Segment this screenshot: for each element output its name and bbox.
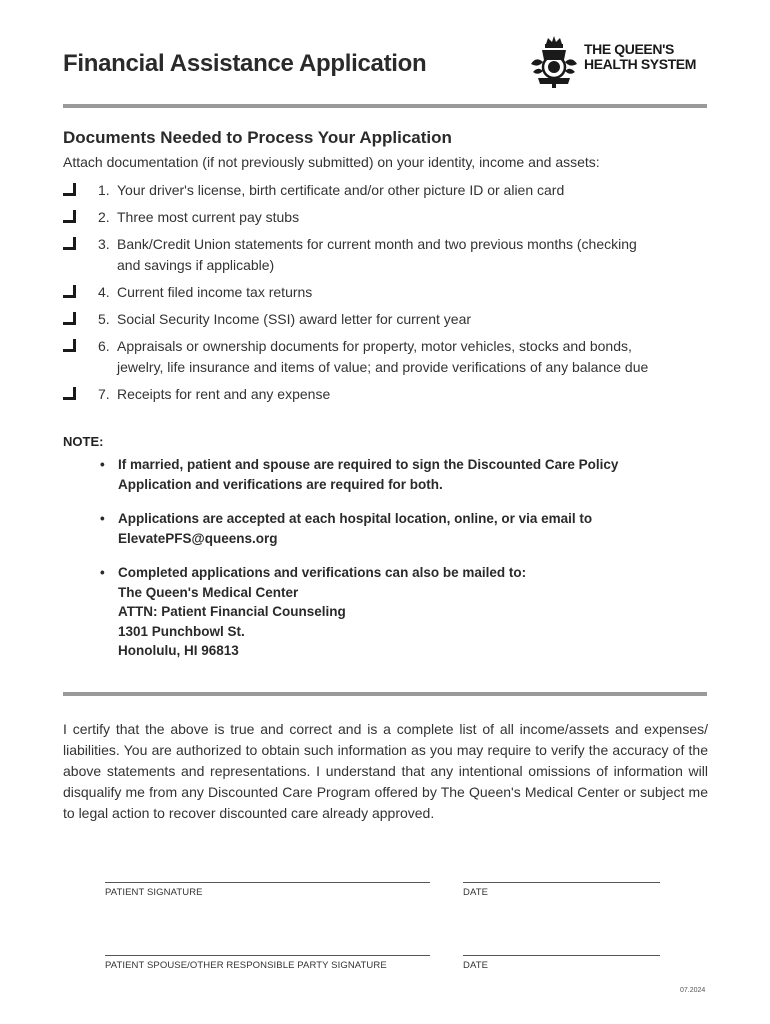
item-number: 3. (98, 236, 110, 252)
item-text: Bank/Credit Union statements for current month and two previous months (checking (117, 236, 637, 252)
item-text: Current filed income tax returns (117, 284, 313, 300)
crown-crest-icon (528, 34, 580, 90)
checkbox[interactable] (63, 210, 76, 223)
patient-signature-field[interactable] (105, 882, 430, 883)
item-number: 1. (98, 182, 110, 198)
note-line: Application and verifications are required for both. (118, 476, 443, 492)
spouse-date-field[interactable] (463, 955, 660, 956)
documents-checklist (63, 180, 713, 411)
item-text: Three most current pay stubs (117, 209, 300, 225)
note-line: The Queen's Medical Center (118, 584, 299, 600)
item-text: Appraisals or ownership documents for property, motor vehicles, stocks and bonds, (117, 338, 632, 354)
note-line: If married, patient and spouse are required to sign the Discounted Care Policy (118, 457, 619, 472)
checklist-item (63, 384, 713, 405)
note-line: Honolulu, HI 96813 (118, 643, 239, 658)
documents-intro: Attach documentation (if not previously submitted) on your identity, income and assets: (63, 154, 600, 170)
note-line: Completed applications and verifications can also be mailed to: (118, 565, 527, 580)
item-number: 4. (98, 284, 110, 300)
note-label: NOTE: (63, 434, 104, 449)
documents-heading: Documents Needed to Process Your Application (63, 128, 452, 147)
checklist-item (63, 207, 713, 228)
checkbox[interactable] (63, 312, 76, 325)
checkbox[interactable] (63, 387, 76, 400)
note-line: Applications are accepted at each hospital location, online, or via email to (118, 511, 593, 526)
checkbox[interactable] (63, 183, 76, 196)
checkbox[interactable] (63, 237, 76, 250)
spouse-date-label: DATE (463, 960, 489, 971)
item-text: and savings if applicable) (117, 257, 275, 273)
bullet-icon: • (100, 565, 105, 580)
item-text: Receipts for rent and any expense (117, 386, 331, 402)
certification-statement: I certify that the above is true and correct and is a complete list of all income/assets and expenses/ liabilities. You are authorized to obtain such information as you may require to verify the accuracy of the above statements and representations. I understand that any intentional omissions of information will disqualify me from any Discounted Care Program offered by The Queen's Medical Center or subject me to legal action to recover discounted care already approved. (63, 721, 708, 821)
form-revision-code: 07.2024 (680, 987, 706, 994)
item-text: jewelry, life insurance and items of value; and provide verifications of any balance due (117, 359, 649, 375)
note-bullet (100, 509, 700, 548)
header-divider (63, 104, 707, 108)
item-text: Social Security Income (SSI) award letter for current year (117, 311, 472, 327)
checklist-item (63, 180, 713, 201)
spouse-signature-field[interactable] (105, 955, 430, 956)
item-text: Your driver's license, birth certificate and/or other picture ID or alien card (117, 182, 565, 198)
item-number: 7. (98, 386, 110, 402)
item-number: 2. (98, 209, 110, 225)
logo-wordmark: THE QUEEN'S HEALTH SYSTEM (584, 41, 696, 72)
section-divider (63, 692, 707, 696)
patient-signature-label: PATIENT SIGNATURE (105, 887, 203, 898)
note-line: ElevatePFS@queens.org (118, 530, 278, 546)
note-line: ATTN: Patient Financial Counseling (118, 604, 346, 619)
item-number: 5. (98, 311, 110, 327)
patient-date-field[interactable] (463, 882, 660, 883)
queens-health-logo (528, 34, 708, 90)
checklist-item (63, 309, 713, 330)
spouse-signature-label: PATIENT SPOUSE/OTHER RESPONSIBLE PARTY SIGNATURE (105, 960, 387, 971)
item-number: 6. (98, 338, 110, 354)
bullet-icon: • (100, 457, 105, 472)
checklist-item (63, 234, 713, 276)
note-list (100, 455, 700, 676)
checkbox[interactable] (63, 285, 76, 298)
note-bullet (100, 563, 700, 661)
checklist-item (63, 282, 713, 303)
note-bullet (100, 455, 700, 494)
bullet-icon: • (100, 511, 105, 526)
checkbox[interactable] (63, 339, 76, 352)
patient-date-label: DATE (463, 887, 489, 898)
checklist-item (63, 336, 713, 378)
note-line: 1301 Punchbowl St. (118, 623, 245, 639)
page-title: Financial Assistance Application (63, 50, 427, 77)
